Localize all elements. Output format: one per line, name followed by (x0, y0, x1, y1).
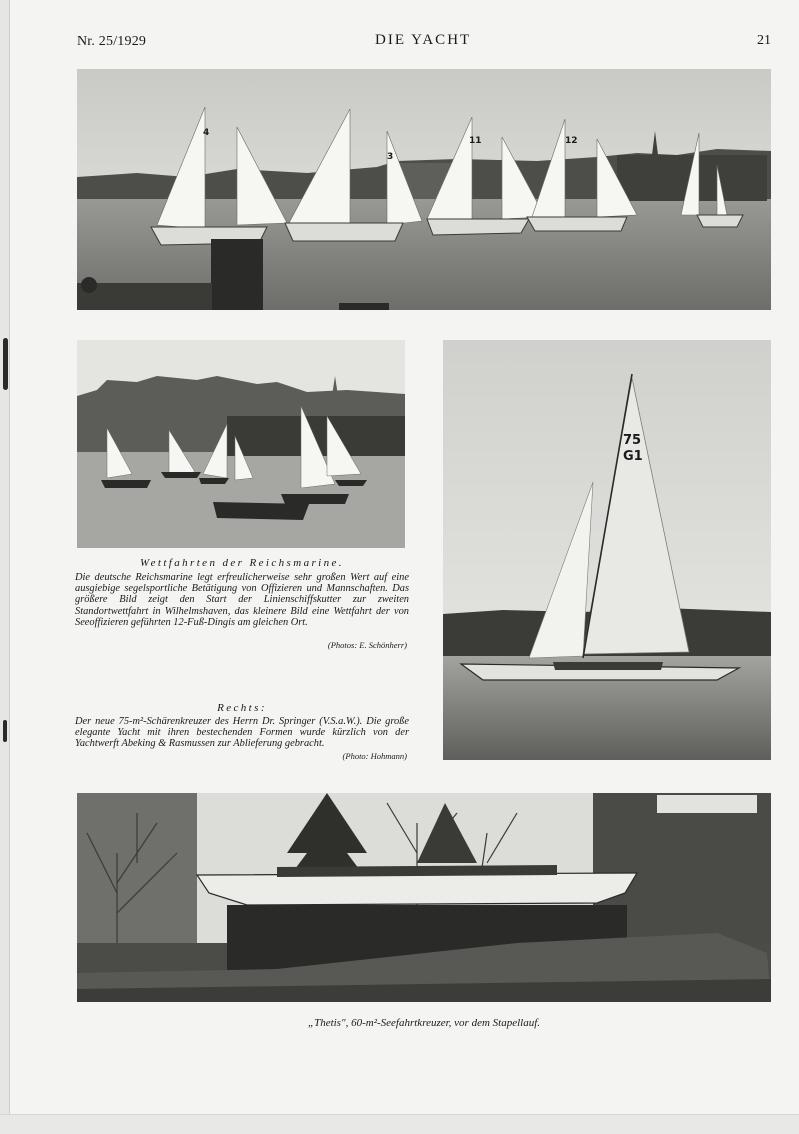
caption-left-text: Die deutsche Reichsmarine legt erfreulicherweise sehr großen Wert auf eine ausgiebige segelsportliche Betätigung von Offizieren und Mannschaften. Das größere Bild zeigt den Start der Linienschiffskutter zur zweiten Standortwettfahrt in Wilhelmshaven, das kleinere Bild eine Wettfahrt der von Seeoffizieren geführten 12-Fuß-Dingis am gleichen Ort. (75, 572, 409, 628)
svg-text:4: 4 (203, 128, 210, 138)
caption-right-text: Der neue 75-m²-Schärenkreuzer des Herrn Dr. Springer (V.S.a.W.). Die große elegante Yacht mit ihren bestechenden Formen wurde kürzlich von der Yachtwerft Abeking & Rasmussen zur Ablieferung gebracht. (75, 716, 409, 750)
binding-stain-small (3, 720, 7, 742)
caption-right-credit: (Photo: Hohmann) (342, 751, 407, 761)
caption-left-body (75, 572, 409, 628)
page-bottom-edge (0, 1114, 799, 1134)
photo-thetis-stapellauf (77, 793, 771, 1002)
caption-left-title: Wettfahrten der Reichsmarine. (140, 557, 344, 569)
svg-text:3: 3 (387, 152, 394, 162)
caption-left-credit: (Photos: E. Schönherr) (327, 640, 407, 650)
magazine-title: DIE YACHT (375, 32, 472, 48)
photo-cutter-race-start (77, 69, 771, 310)
issue-number: Nr. 25/1929 (77, 34, 147, 49)
yacht-sail-number-75: 75 (623, 433, 642, 448)
svg-text:12: 12 (565, 136, 578, 146)
caption-right-title: Rechts: (217, 702, 267, 714)
yacht-sail-number-g1: G1 (623, 449, 643, 464)
caption-bottom: „Thetis", 60-m²-Seefahrtkreuzer, vor dem Stapellauf. (307, 1017, 541, 1029)
svg-text:11: 11 (469, 136, 482, 146)
photo-dinghy-race (77, 340, 405, 548)
binding-stain (3, 338, 8, 390)
caption-right-body (75, 716, 409, 750)
photo-schaerenkreuzer (443, 340, 771, 760)
page-number: 21 (757, 33, 771, 48)
page-binding-edge (0, 0, 10, 1133)
